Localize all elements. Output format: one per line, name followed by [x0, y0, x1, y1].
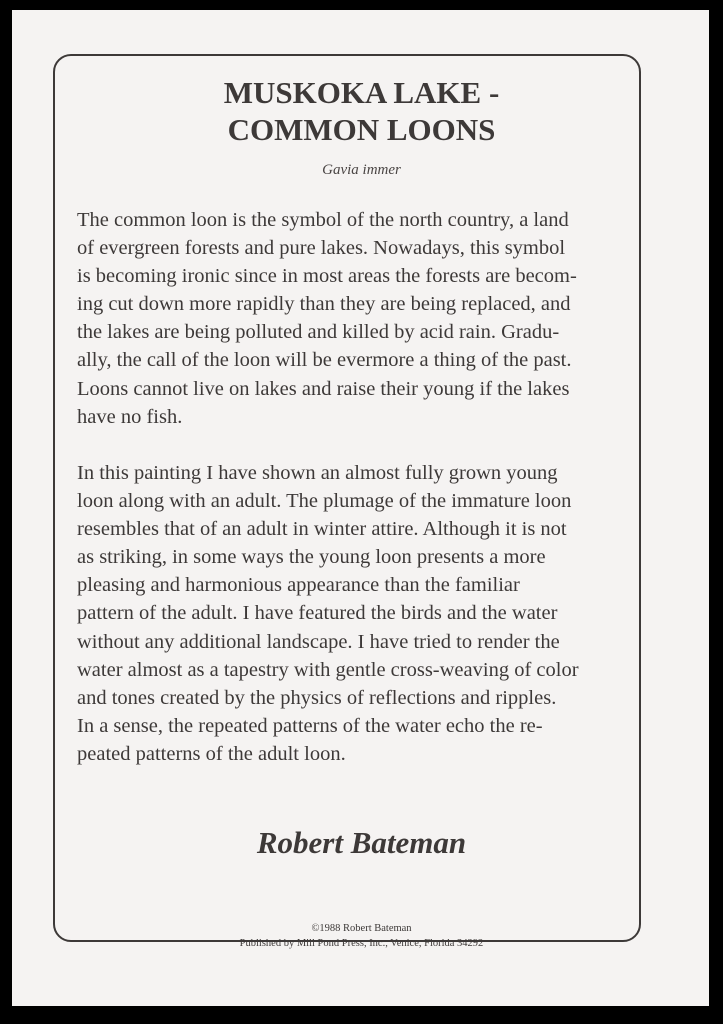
- text-line: as striking, in some ways the young loon presents a more: [77, 546, 546, 569]
- text-line: peated patterns of the adult loon.: [77, 742, 346, 765]
- text-line: ally, the call of the loon will be evermore a thing of the past.: [77, 349, 572, 372]
- text-line: resembles that of an adult in winter attire. Although it is not: [77, 518, 567, 541]
- text-line: without any additional landscape. I have tried to render the: [77, 630, 560, 653]
- text-line: have no fish.: [77, 405, 183, 428]
- scientific-name: Gavia immer: [322, 162, 401, 178]
- card-title: [0, 74, 723, 148]
- text-line: Loons cannot live on lakes and raise their young if the lakes: [77, 377, 570, 400]
- text-line: In a sense, the repeated patterns of the water echo the re-: [77, 714, 543, 737]
- text-line: loon along with an adult. The plumage of the immature loon: [77, 490, 572, 513]
- text-line: The common loon is the symbol of the north country, a land: [77, 209, 569, 231]
- text-line: the lakes are being polluted and killed by acid rain. Gradu-: [77, 321, 560, 344]
- paragraph-1: [77, 206, 657, 431]
- title-line: COMMON LOONS: [227, 112, 496, 147]
- text-line: pleasing and harmonious appearance than the familiar: [77, 574, 520, 597]
- title-line: MUSKOKA LAKE -: [223, 75, 500, 110]
- copyright-line: ©1988 Robert Bateman: [311, 923, 412, 934]
- text-line: In this painting I have shown an almost fully grown young: [77, 462, 558, 484]
- artist-signature: Robert Bateman: [256, 825, 467, 860]
- text-line: ing cut down more rapidly than they are being replaced, and: [77, 293, 571, 316]
- publisher-line: Published by Mill Pond Press, Inc., Venice, Florida 34292: [239, 938, 484, 949]
- text-line: water almost as a tapestry with gentle cross-weaving of color: [77, 658, 579, 681]
- paragraph-2: [77, 459, 657, 768]
- text-line: is becoming ironic since in most areas the forests are becom-: [77, 265, 577, 288]
- text-line: pattern of the adult. I have featured the birds and the water: [77, 602, 558, 625]
- text-line: and tones created by the physics of reflections and ripples.: [77, 686, 557, 709]
- text-line: of evergreen forests and pure lakes. Nowadays, this symbol: [77, 237, 566, 260]
